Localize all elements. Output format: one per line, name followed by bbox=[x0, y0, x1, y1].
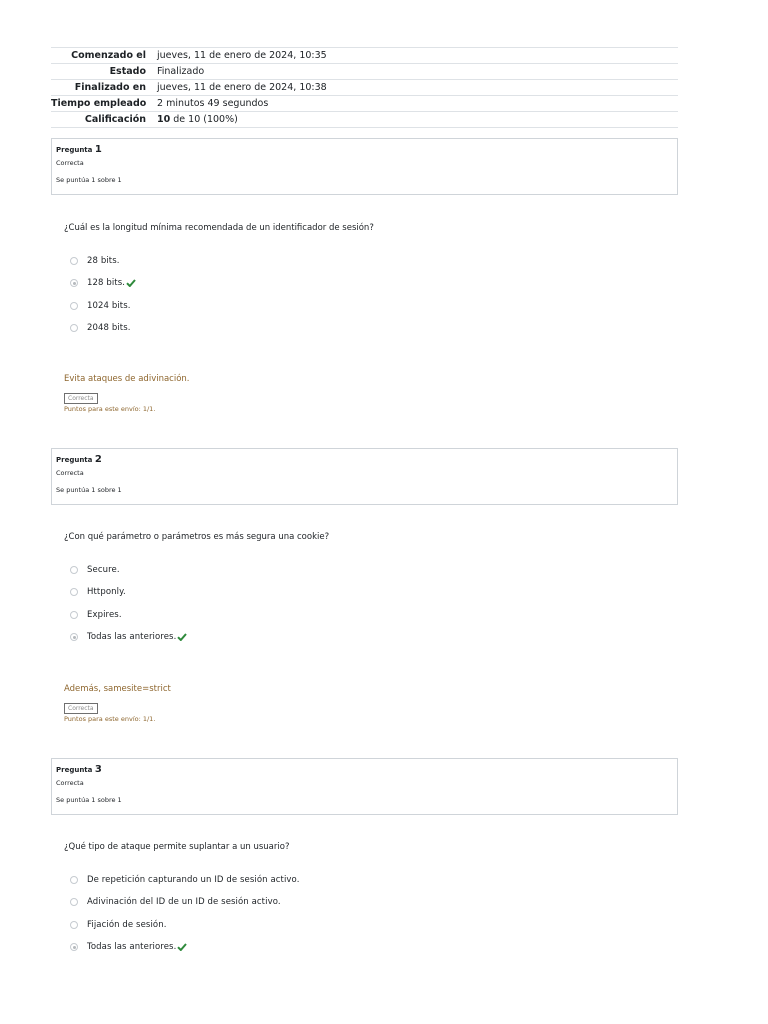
radio-button[interactable] bbox=[70, 257, 78, 265]
answer-options-2 bbox=[70, 559, 187, 648]
option-label: 28 bits. bbox=[87, 256, 120, 267]
summary-value: jueves, 11 de enero de 2024, 10:38 bbox=[157, 82, 327, 93]
summary-label: Tiempo empleado bbox=[51, 98, 147, 109]
summary-value: Finalizado bbox=[157, 66, 205, 77]
answer-option[interactable] bbox=[70, 581, 187, 603]
answer-option[interactable] bbox=[70, 295, 136, 317]
question-grade: Se puntúa 1 sobre 1 bbox=[56, 486, 122, 494]
question-info-1 bbox=[51, 138, 678, 195]
summary-row-finished bbox=[51, 80, 678, 96]
answer-option[interactable] bbox=[70, 250, 136, 272]
answer-option[interactable] bbox=[70, 869, 300, 891]
answer-option[interactable] bbox=[70, 317, 136, 339]
question-text-2: ¿Con qué parámetro o parámetros es más segura una cookie? bbox=[64, 532, 330, 542]
question-number-value: 1 bbox=[94, 144, 102, 155]
answer-option[interactable] bbox=[70, 604, 187, 626]
radio-button-selected[interactable] bbox=[70, 943, 78, 951]
option-label: Secure. bbox=[87, 565, 120, 576]
question-info-3 bbox=[51, 758, 678, 815]
radio-button[interactable] bbox=[70, 876, 78, 884]
question-number-value: 2 bbox=[94, 454, 102, 465]
answer-option[interactable] bbox=[70, 559, 187, 581]
option-label: Todas las anteriores. bbox=[87, 942, 177, 953]
summary-label: Estado bbox=[109, 66, 146, 77]
summary-row-time-taken bbox=[51, 96, 678, 112]
question-text-1: ¿Cuál es la longitud mínima recomendada de un identificador de sesión? bbox=[64, 223, 374, 233]
summary-label: Finalizado en bbox=[74, 82, 146, 93]
summary-row-grade bbox=[51, 112, 678, 128]
summary-label: Comenzado el bbox=[71, 50, 146, 61]
summary-row-started bbox=[51, 48, 678, 64]
radio-button-selected[interactable] bbox=[70, 279, 78, 287]
points-text: Puntos para este envío: 1/1. bbox=[64, 715, 156, 723]
check-icon bbox=[126, 279, 136, 287]
radio-button[interactable] bbox=[70, 611, 78, 619]
radio-button[interactable] bbox=[70, 302, 78, 310]
question-grade: Se puntúa 1 sobre 1 bbox=[56, 796, 122, 804]
radio-button-selected[interactable] bbox=[70, 633, 78, 641]
question-prefix: Pregunta bbox=[56, 456, 93, 464]
question-state: Correcta bbox=[56, 159, 84, 167]
question-state: Correcta bbox=[56, 779, 84, 787]
question-state: Correcta bbox=[56, 469, 84, 477]
option-label: Expires. bbox=[87, 609, 122, 620]
radio-button[interactable] bbox=[70, 566, 78, 574]
question-prefix: Pregunta bbox=[56, 766, 93, 774]
feedback-2 bbox=[64, 684, 171, 724]
summary-row-state bbox=[51, 64, 678, 80]
question-prefix: Pregunta bbox=[56, 146, 93, 154]
feedback-1 bbox=[64, 374, 190, 414]
question-text-3: ¿Qué tipo de ataque permite suplantar a un usuario? bbox=[64, 842, 290, 852]
summary-value: 2 minutos 49 segundos bbox=[157, 98, 269, 109]
answer-option[interactable] bbox=[70, 936, 300, 958]
question-number bbox=[56, 764, 673, 776]
correct-badge: Correcta bbox=[64, 703, 98, 714]
question-number bbox=[56, 454, 673, 466]
option-label: 1024 bits. bbox=[87, 300, 131, 311]
question-info-2 bbox=[51, 448, 678, 505]
check-icon bbox=[177, 633, 187, 641]
answer-option[interactable] bbox=[70, 626, 187, 648]
option-label: De repetición capturando un ID de sesión activo. bbox=[87, 875, 300, 886]
radio-button[interactable] bbox=[70, 921, 78, 929]
answer-options-1 bbox=[70, 250, 136, 339]
feedback-text: Evita ataques de adivinación. bbox=[64, 374, 190, 384]
answer-options-3 bbox=[70, 869, 300, 958]
option-label: Httponly. bbox=[87, 587, 126, 598]
correct-badge: Correcta bbox=[64, 393, 98, 404]
option-label: 2048 bits. bbox=[87, 323, 131, 334]
answer-option[interactable] bbox=[70, 272, 136, 294]
feedback-text: Además, samesite=strict bbox=[64, 684, 171, 694]
question-number bbox=[56, 144, 673, 156]
answer-option[interactable] bbox=[70, 914, 300, 936]
option-label: 128 bits. bbox=[87, 278, 126, 289]
grade-score: 10 bbox=[157, 114, 171, 125]
summary-label: Calificación bbox=[84, 114, 146, 125]
radio-button[interactable] bbox=[70, 588, 78, 596]
radio-button[interactable] bbox=[70, 898, 78, 906]
summary-value bbox=[157, 112, 678, 127]
attempt-summary bbox=[51, 47, 678, 128]
question-grade: Se puntúa 1 sobre 1 bbox=[56, 176, 122, 184]
grade-total: de 10 (100%) bbox=[170, 114, 238, 125]
radio-button[interactable] bbox=[70, 324, 78, 332]
answer-option[interactable] bbox=[70, 891, 300, 913]
option-label: Fijación de sesión. bbox=[87, 919, 167, 930]
option-label: Todas las anteriores. bbox=[87, 632, 177, 643]
option-label: Adivinación del ID de un ID de sesión activo. bbox=[87, 897, 281, 908]
summary-value: jueves, 11 de enero de 2024, 10:35 bbox=[157, 50, 327, 61]
check-icon bbox=[177, 943, 187, 951]
points-text: Puntos para este envío: 1/1. bbox=[64, 405, 156, 413]
question-number-value: 3 bbox=[94, 764, 102, 775]
